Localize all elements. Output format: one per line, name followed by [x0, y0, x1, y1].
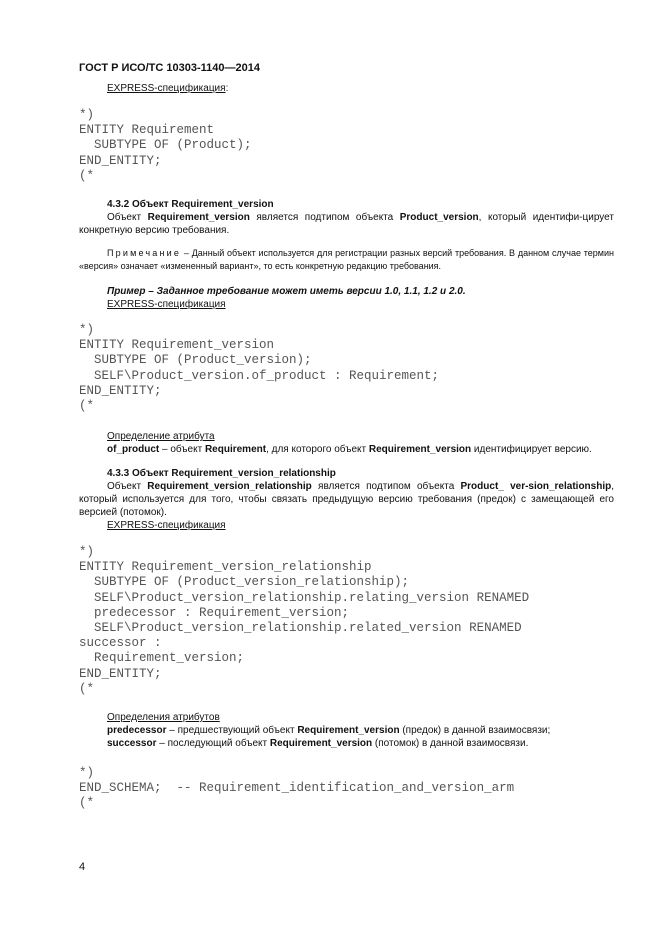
example-text: Пример – Заданное требование может иметь версии 1.0, 1.1, 1.2 и 2.0. [107, 286, 466, 297]
attribute-definitions-heading: Определения атрибутов [107, 712, 220, 723]
paragraph-requirement-version: Объект Requirement_version является подтипом объекта Product_version, который идентифи-цирует конкретную версию требования. [79, 212, 614, 236]
code-block-requirement-version: *) ENTITY Requirement_version SUBTYPE OF (Product_version); SELF\Product_version.of_product : Requirement; END_ENTITY; (* [79, 323, 440, 414]
code-block-end-schema: *) END_SCHEMA; -- Requirement_identification_and_version_arm (* [79, 766, 515, 811]
paragraph-requirement-version-relationship: Объект Requirement_version_relationship является подтипом объекта Product_ ver-sion_relationship, который используется для того, чтобы связать предыдущую версию требования (предок) с замещающей его версией (потомок). [79, 481, 614, 518]
attribute-definition-heading: Определение атрибута [107, 431, 215, 442]
attribute-definition-successor: successor – последующий объект Requirement_version (потомок) в данной взаимосвязи. [107, 738, 529, 749]
express-spec-label: EXPRESS-спецификация [107, 520, 226, 531]
note-paragraph: Примечание – Данный объект используется для регистрации разных версий требования. В данном случае термин «версия» означает «измененный вариант», то есть конкретную редакцию требования. [79, 248, 614, 271]
code-block-requirement-version-relationship: *) ENTITY Requirement_version_relationship SUBTYPE OF (Product_version_relationship); SELF\Product_version_relationship.relating_version RENAMED predecessor : Requirement_version; SELF\Product_version_relationship.related_version RENAMED successor : Requirement_version; END_ENTITY; (* [79, 545, 530, 696]
document-header: ГОСТ Р ИСО/ТС 10303-1140—2014 [79, 62, 260, 74]
code-block-requirement: *) ENTITY Requirement SUBTYPE OF (Product); END_ENTITY; (* [79, 108, 252, 183]
express-spec-label: EXPRESS-спецификация: [107, 83, 229, 94]
section-heading-4-3-2: 4.3.2 Объект Requirement_version [107, 199, 274, 210]
page-number: 4 [79, 861, 86, 873]
attribute-definition-of-product: of_product – объект Requirement, для которого объект Requirement_version идентифицирует версию. [107, 444, 592, 455]
section-heading-4-3-3: 4.3.3 Объект Requirement_version_relationship [107, 468, 336, 479]
express-spec-label: EXPRESS-спецификация [107, 299, 226, 310]
attribute-definition-predecessor: predecessor – предшествующий объект Requirement_version (предок) в данной взаимосвязи; [107, 725, 551, 736]
